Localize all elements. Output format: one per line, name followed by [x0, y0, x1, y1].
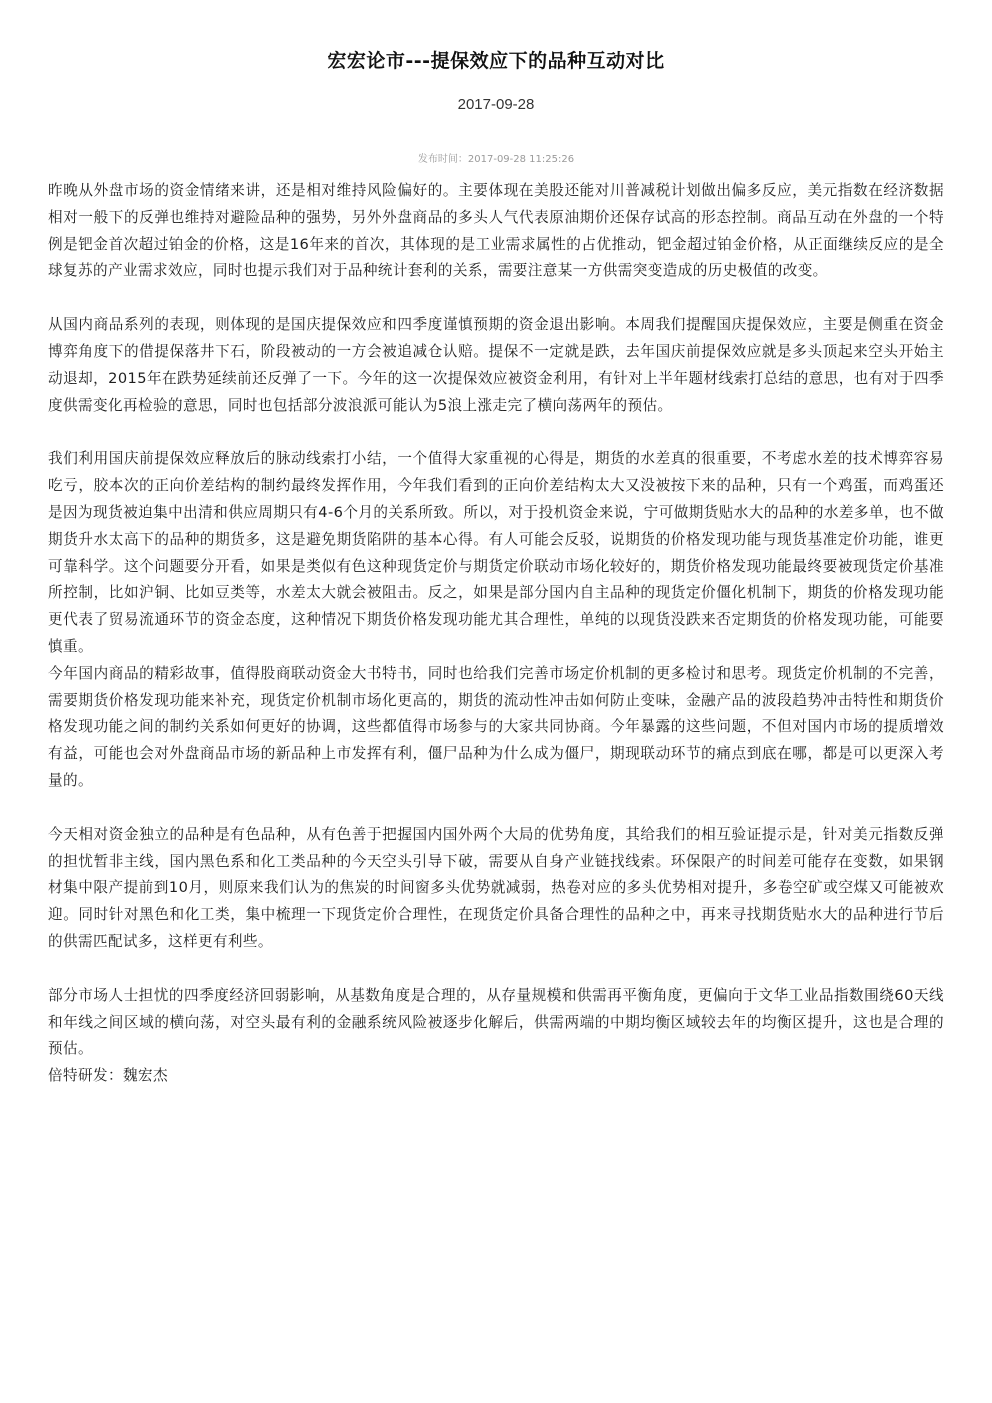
paragraph-5: 今天相对资金独立的品种是有色品种，从有色善于把握国内国外两个大局的优势角度，其给我们的相互验证提示是，针对美元指数反弹的担忧暂非主线，国内黑色系和化工类品种的今天空头引导下破，需要从自身产业链找线索。环保限产的时间差可能存在变数，如果钢材集中限产提前到10月，则原来我们认为的焦炭的时间窗多头优势就减弱，热卷对应的多头优势相对提升，多卷空矿或空煤又可能被欢迎。同时针对黑色和化工类，集中梳理一下现货定价合理性，在现货定价具备合理性的品种之中，再来寻找期货贴水大的品种进行节后的供需匹配试多，这样更有利些。	[48, 825, 944, 950]
publish-time-line	[0, 150, 992, 165]
paragraph-gap	[48, 956, 944, 983]
paragraph-gap	[48, 795, 944, 822]
publish-time-label: 发布时间：	[417, 154, 468, 165]
paragraph-3: 我们利用国庆前提保效应释放后的脉动线索打小结，一个值得大家重视的心得是，期货的水差真的很重要，不考虑水差的技术博弈容易吃亏，胶本次的正向价差结构的制约最终发挥作用，今年我们看到的正向价差结构太大又没被按下来的品种，只有一个鸡蛋，而鸡蛋还是因为现货被迫集中出清和供应周期只有4-6个月的关系所致。所以，对于投机资金来说，宁可做期货贴水大的品种的水差多单，也不做期货升水太高下的品种的期货多，这是避免期货陷阱的基本心得。有人可能会反驳，说期货的价格发现功能与现货基准定价功能，谁更可靠科学。这个问题要分开看，如果是类似有色这种现货定价与期货定价联动市场化较好的，期货价格发现功能最终要被现货定价基准所控制，比如沪铜、比如豆类等，水差太大就会被阻击。反之，如果是部分国内自主品种的现货定价僵化机制下，期货的价格发现功能更代表了贸易流通环节的资金态度，这种情况下期货价格发现功能尤其合理性，单纯的以现货没跌来否定期货的价格发现功能，可能要慎重。	[48, 450, 944, 655]
page-title: 宏宏论市---提保效应下的品种互动对比	[327, 50, 665, 72]
author-signature: 倍特研发：魏宏杰	[48, 1067, 168, 1085]
paragraph-2: 从国内商品系列的表现，则体现的是国庆提保效应和四季度谨慎预期的资金退出影响。本周我们提醒国庆提保效应，主要是侧重在资金博弈角度下的借提保落井下石，阶段被动的一方会被追减仓认赔。提保不一定就是跌，去年国庆前提保效应就是多头顶起来空头开始主动退却，2015年在跌势延续前还反弹了一下。今年的这一次提保效应被资金利用，有针对上半年题材线索打总结的意思，也有对于四季度供需变化再检验的意思，同时也包括部分波浪派可能认为5浪上涨走完了横向荡两年的预估。	[48, 316, 944, 414]
paragraph-gap	[48, 285, 944, 312]
paragraph-1: 昨晚从外盘市场的资金情绪来讲，还是相对维持风险偏好的。主要体现在美股还能对川普减税计划做出偏多反应，美元指数在经济数据相对一般下的反弹也维持对避险品种的强势，另外外盘商品的多头人气代表原油期价还保存试高的形态控制。商品互动在外盘的一个特例是钯金首次超过铂金的价格，这是16年来的首次，其体现的是工业需求属性的占优推动，钯金超过铂金价格，从正面继续反应的是全球复苏的产业需求效应，同时也提示我们对于品种统计套利的关系，需要注意某一方供需突变造成的历史极值的改变。	[48, 182, 944, 280]
paragraph-6: 部分市场人士担忧的四季度经济回弱影响，从基数角度是合理的，从存量规模和供需再平衡角度，更偏向于文华工业品指数围绕60天线和年线之间区域的横向荡，对空头最有利的金融系统风险被逐步化解后，供需两端的中期均衡区域较去年的均衡区提升，这也是合理的预估。	[48, 986, 944, 1058]
article-body	[48, 178, 944, 1090]
publish-time-value: 2017-09-28 11:25:26	[467, 154, 575, 165]
article-date: 2017-09-28	[457, 96, 535, 113]
paragraph-gap	[48, 419, 944, 446]
paragraph-4: 今年国内商品的精彩故事，值得股商联动资金大书特书，同时也给我们完善市场定价机制的更多检讨和思考。现货定价机制的不完善，需要期货价格发现功能来补充，现货定价机制市场化更高的，期货的流动性冲击如何防止变味，金融产品的波段趋势冲击特性和期货价格发现功能之间的制约关系如何更好的协调，这些都值得市场参与的大家共同协商。今年暴露的这些问题，不但对国内市场的提质增效有益，可能也会对外盘商品市场的新品种上市发挥有利，僵尸品种为什么成为僵尸，期现联动环节的痛点到底在哪，都是可以更深入考量的。	[48, 664, 944, 789]
